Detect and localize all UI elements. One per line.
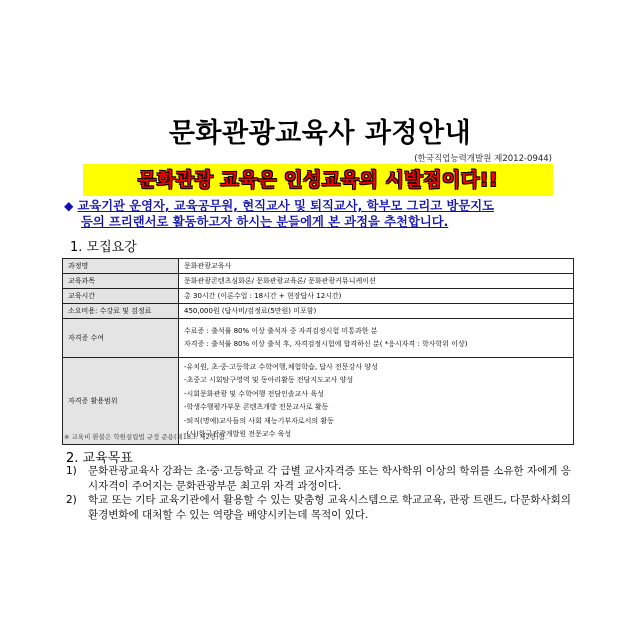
- row-value: 문화관광콘텐츠심화론/ 문화관광교육론/ 문화관광커뮤니케이션: [179, 274, 574, 289]
- row-value: 450,000원 (답사비/검정료(5만원) 미포함): [179, 304, 574, 319]
- row-label: 소요비용: 수강료 및 검정료: [63, 304, 179, 319]
- goal-number: 1): [66, 465, 77, 477]
- row-value-line: -(사)한국관광개발원 전문교수 육성: [184, 430, 292, 438]
- section-heading-recruitment: 1. 모집요강: [70, 240, 137, 255]
- section-heading-goals: 2. 교육목표: [66, 451, 133, 466]
- table-row: [63, 304, 574, 319]
- row-value: 총 30시간 (이론수업 : 18시간 + 현장답사 12시간): [179, 289, 574, 304]
- row-value-line: -학생수행평가부문 콘텐츠개발 전문교사로 활동: [184, 403, 329, 411]
- row-value-multiline: [179, 319, 574, 358]
- page-title: 문화관광교육사 과정안내: [168, 118, 472, 149]
- row-value-line: -시회문화관광 및 수학여행 전담인솔교사 육성: [184, 389, 324, 398]
- refund-note: ※ 교육비 환불은 학원설립법 규정 준용(제18조 제2항)함.: [64, 433, 227, 441]
- intro-line-1: 교육기관 운영자, 교육공무원, 현직교사 및 퇴직교사, 학부모 그리고 방문지도: [77, 199, 494, 213]
- goal-text: 학교 또는 기타 교육기관에서 활용할 수 있는 맞춤형 교육시스템으로 학교교육, 관광 트랜드, 다문화사회의 환경변화에 대처할 수 있는 역량을 배양시키는데 목적이 있다.: [88, 494, 571, 521]
- row-label: 과정명: [63, 259, 179, 274]
- row-value-multiline: [179, 358, 574, 445]
- table-row: [63, 259, 574, 274]
- row-value-line: 수료증 : 출석률 80% 이상 출석자 중 자격검정시험 미통과한 분: [184, 326, 378, 335]
- table-row: [63, 319, 574, 358]
- recruitment-table: [62, 258, 574, 445]
- row-value: 문화관광교육사: [179, 259, 574, 274]
- slogan-banner: 문화관광 교육은 인성교육의 시발점이다!!: [83, 164, 553, 196]
- goal-text: 문화관광교육사 강좌는 초·중·고등학교 각 급별 교사자격증 또는 학사학위 이상의 학위를 소유한 자에게 응시자격이 주어지는 문화관광부문 최고위 자격 과정이다.: [88, 465, 571, 492]
- diamond-bullet-icon: ◆: [64, 199, 74, 213]
- row-value-line: -초중고 시회탐구영역 및 동아리활동 전담지도교사 양성: [184, 376, 354, 384]
- intro-line-2: 등의 프리랜서로 활동하고자 하시는 분들에게 본 과정을 추천합니다.: [81, 215, 449, 229]
- goal-number: 2): [66, 494, 77, 506]
- registration-number: (한국직업능력개발원 제2012-0944): [414, 154, 552, 164]
- list-item: [66, 493, 578, 522]
- row-label: 자격증 활용범위: [63, 358, 179, 445]
- intro-paragraph: [64, 198, 564, 230]
- table-row: [63, 289, 574, 304]
- row-value-line: -퇴직(명예)교사들의 사회 재능기부자로서의 활동: [184, 416, 334, 425]
- row-label: 교육과목: [63, 274, 179, 289]
- goals-list: [66, 464, 578, 522]
- row-label: 자격증 수여: [63, 319, 179, 358]
- list-item: [66, 464, 578, 493]
- table-row: [63, 274, 574, 289]
- row-value-line: -유치원, 초·중·고등학교 수학여행,체험학습, 답사 전문강사 양성: [184, 362, 378, 371]
- row-label: 교육시간: [63, 289, 179, 304]
- row-value-line: 자격증 : 출석률 80% 이상 출석 후, 자격검정시험에 합격하신 분( *응시자격 : 학사학위 이상): [184, 340, 468, 348]
